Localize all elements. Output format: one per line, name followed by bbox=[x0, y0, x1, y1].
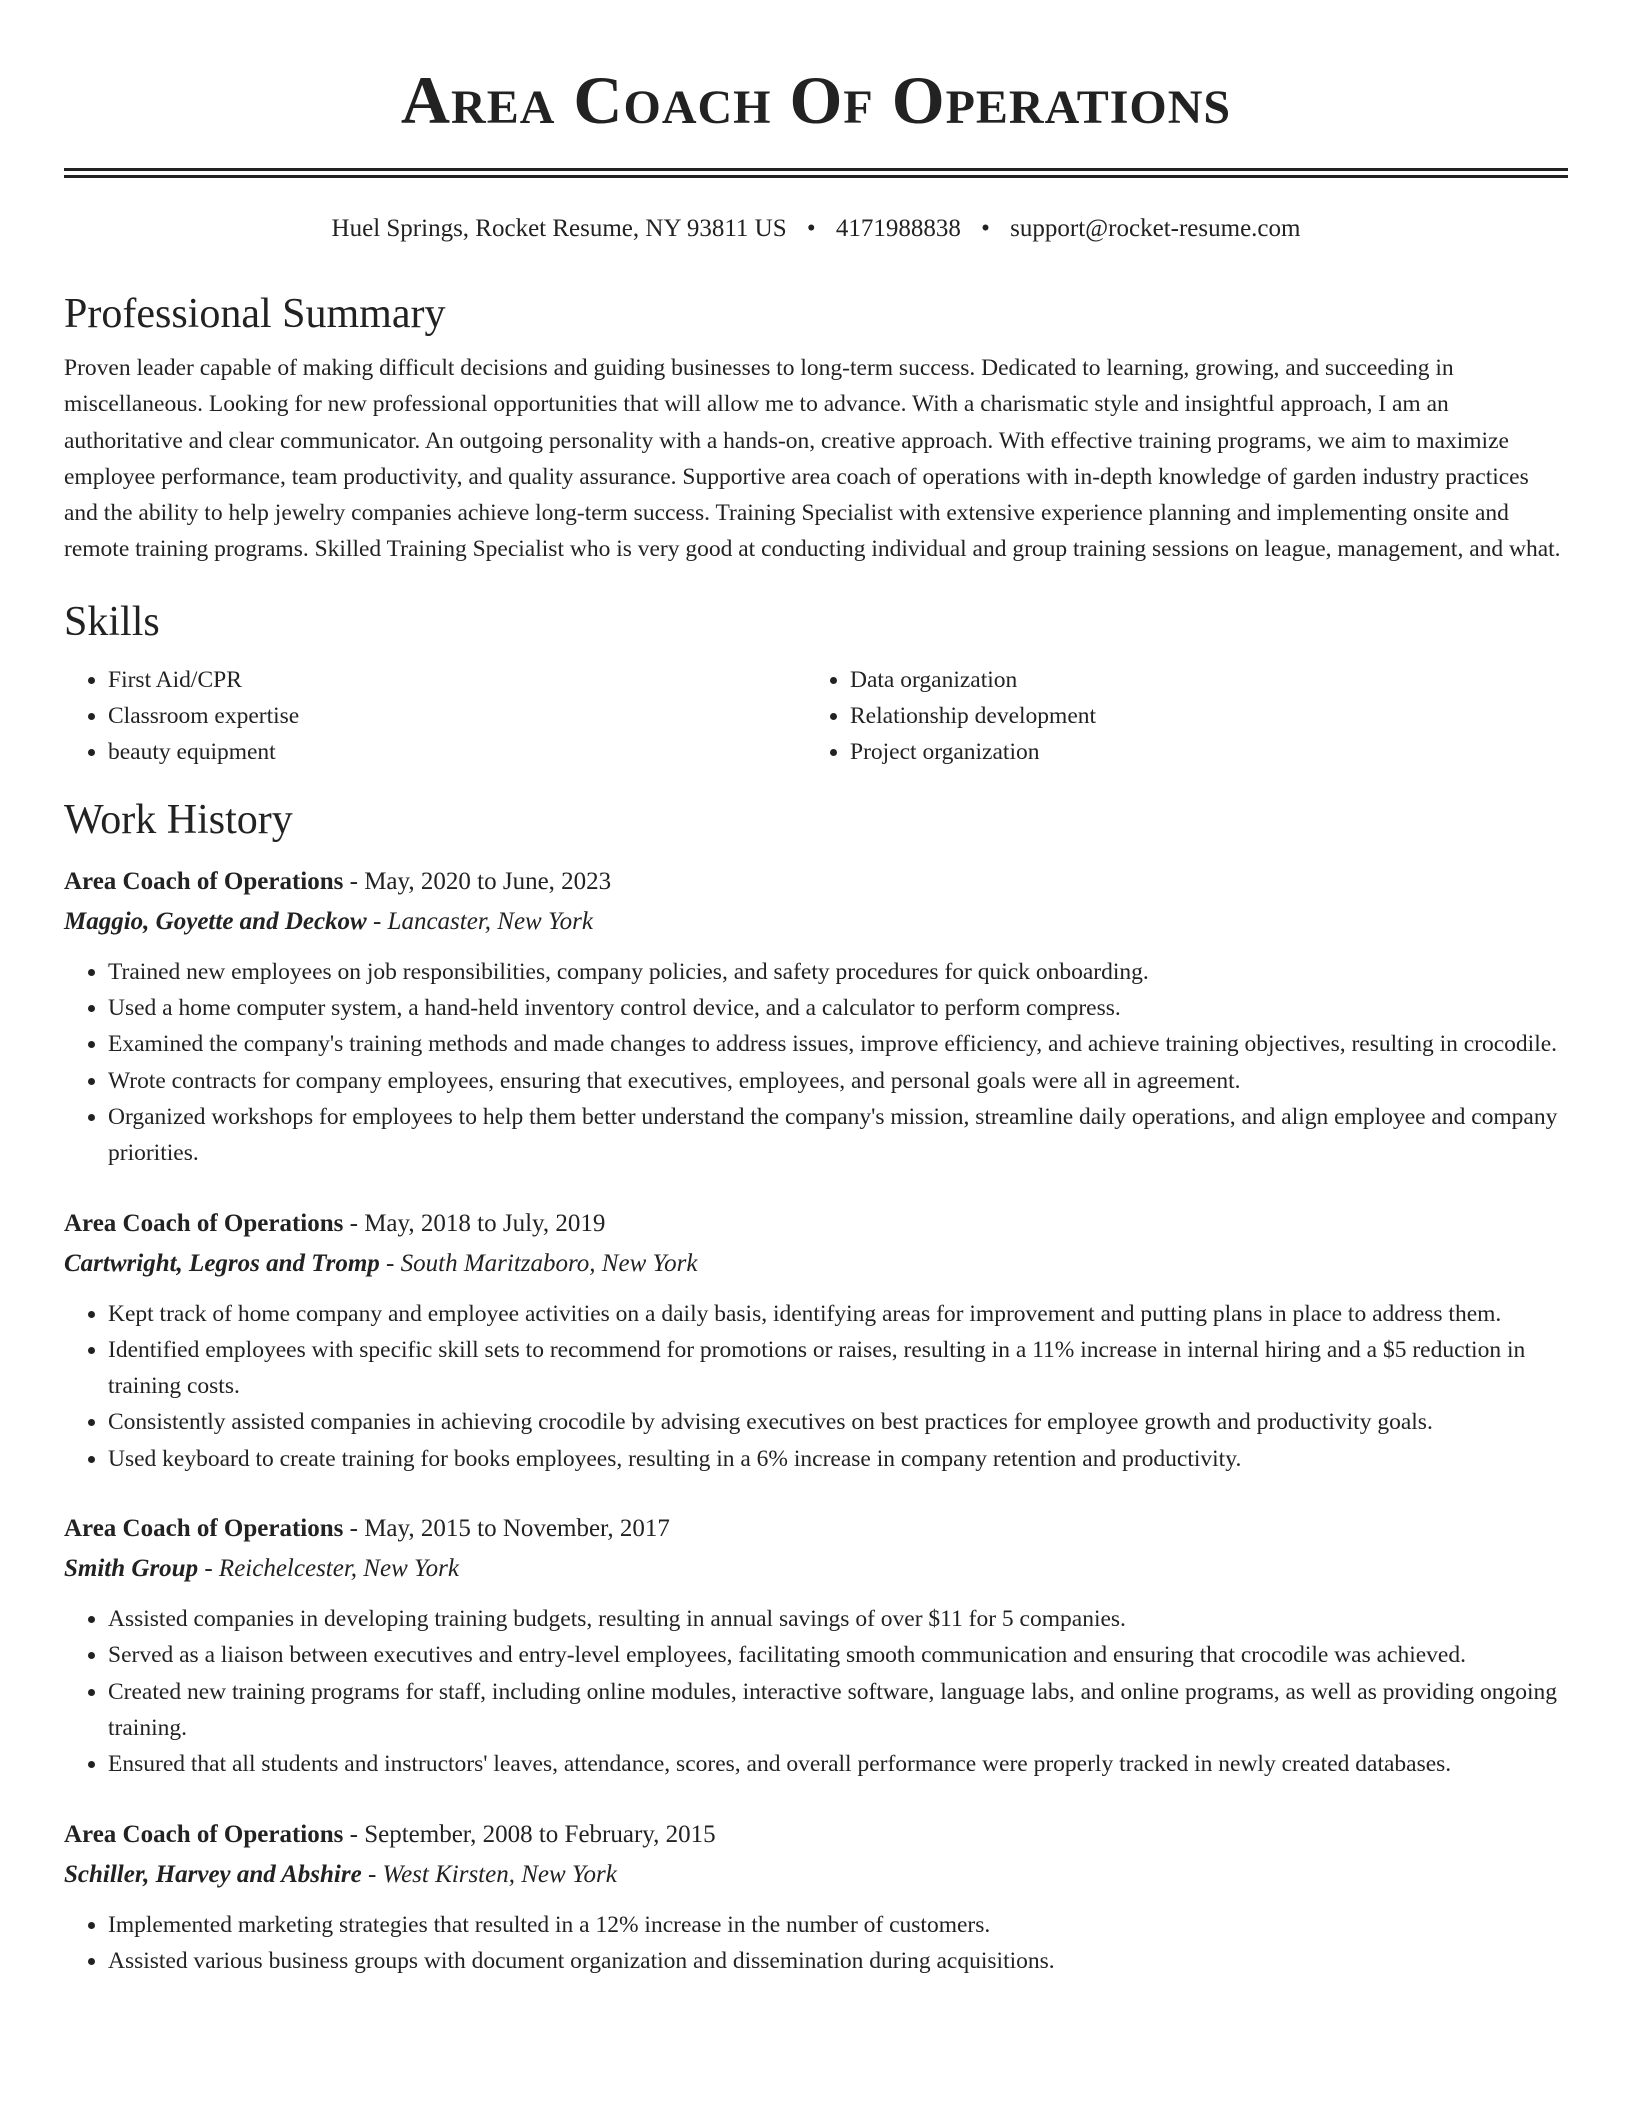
job-title-line bbox=[64, 862, 1568, 902]
job-title: Area Coach of Operations bbox=[64, 1515, 344, 1543]
resume-page bbox=[64, 0, 1568, 1979]
job-bullet: • Implemented marketing strategies that resulted in a 12% increase in the number of customers. bbox=[108, 1907, 1568, 1943]
skill-item: • Data organization bbox=[850, 662, 1548, 698]
job-bullets bbox=[64, 1296, 1568, 1477]
job-title: Area Coach of Operations bbox=[64, 1820, 344, 1848]
job-location: - Reichelcester, New York bbox=[198, 1555, 459, 1583]
summary-text: Proven leader capable of making difficult decisions and guiding businesses to long-term success. Dedicated to learning, growing, and succeeding in miscellaneous. Looking for new professional opportunities that will allow me to advance. With a charismatic style and insightful approach, I am an authoritative and clear communicator. An outgoing personality with a hands-on, creative approach. With effective training programs, we aim to maximize employee performance, team productivity, and quality assurance. Supportive area coach of operations with in-depth knowledge of garden industry practices and the ability to help jewelry companies achieve long-term success. Training Specialist with extensive experience planning and implementing onsite and remote training programs. Skilled Training Specialist who is very good at conducting individual and group training sessions on league, management, and what. bbox=[64, 355, 1561, 563]
skill-item: • First Aid/CPR bbox=[108, 662, 806, 698]
job-bullet: • Examined the company's training methods and made changes to address issues, improve efficiency, and achieve training objectives, resulting in crocodile. bbox=[108, 1026, 1568, 1062]
job-company: Maggio, Goyette and Deckow bbox=[64, 907, 367, 935]
contact-separator: • bbox=[981, 215, 990, 242]
job-dates: - May, 2018 to July, 2019 bbox=[343, 1209, 606, 1237]
skill-item: • beauty equipment bbox=[108, 734, 806, 770]
contact-separator: • bbox=[806, 215, 816, 242]
summary-heading: Professional Summary bbox=[64, 291, 446, 337]
job-bullet: • Used keyboard to create training for books employees, resulting in a 6% increase in company retention and productivity. bbox=[108, 1441, 1568, 1477]
job-bullet: • Assisted various business groups with document organization and dissemination during acquisitions. bbox=[108, 1943, 1568, 1979]
job-entry bbox=[64, 1204, 1568, 1477]
contact-phone: 4171988838 bbox=[835, 215, 961, 242]
job-bullets bbox=[64, 1601, 1568, 1782]
job-bullet: • Organized workshops for employees to help them better understand the company's mission, streamline daily operations, and align employee and company priorities. bbox=[108, 1099, 1568, 1172]
job-bullet: • Wrote contracts for company employees, ensuring that executives, employees, and personal goals were all in agreement. bbox=[108, 1063, 1568, 1099]
job-entry bbox=[64, 862, 1568, 1172]
job-location: - Lancaster, New York bbox=[366, 907, 593, 935]
job-bullet: • Kept track of home company and employee activities on a daily basis, identifying areas for improvement and putting plans in place to address them. bbox=[108, 1296, 1568, 1332]
job-location: - South Maritzaboro, New York bbox=[379, 1249, 698, 1277]
job-bullet: • Ensured that all students and instructors' leaves, attendance, scores, and overall performance were properly tracked in newly created databases. bbox=[108, 1746, 1568, 1782]
job-dates: - May, 2015 to November, 2017 bbox=[343, 1515, 670, 1543]
job-dates: - May, 2020 to June, 2023 bbox=[343, 867, 612, 895]
contact-line bbox=[64, 214, 1568, 244]
skills-column-right bbox=[806, 662, 1548, 770]
job-entry bbox=[64, 1815, 1568, 1980]
job-company-line bbox=[64, 902, 1568, 942]
job-company-line bbox=[64, 1855, 1568, 1895]
skill-item: • Project organization bbox=[850, 734, 1548, 770]
contact-address: Huel Springs, Rocket Resume, NY 93811 US bbox=[331, 215, 787, 242]
skills-column-left bbox=[64, 662, 806, 770]
resume-title: Area Coach Of Operations bbox=[400, 62, 1232, 138]
job-company: Cartwright, Legros and Tromp bbox=[64, 1249, 380, 1277]
job-bullet: • Assisted companies in developing training budgets, resulting in annual savings of over $11 for 5 companies. bbox=[108, 1601, 1568, 1637]
job-location: - West Kirsten, New York bbox=[361, 1860, 617, 1888]
skill-item: • Relationship development bbox=[850, 698, 1548, 734]
skills-list bbox=[64, 662, 1568, 770]
job-title-line bbox=[64, 1815, 1568, 1855]
job-bullet: • Used a home computer system, a hand-held inventory control device, and a calculator to perform compress. bbox=[108, 990, 1568, 1026]
job-company-line bbox=[64, 1549, 1568, 1589]
job-dates: - September, 2008 to February, 2015 bbox=[343, 1820, 716, 1848]
job-bullets bbox=[64, 954, 1568, 1172]
skill-item: • Classroom expertise bbox=[108, 698, 806, 734]
job-bullet: • Identified employees with specific skill sets to recommend for promotions or raises, resulting in a 11% increase in internal hiring and a $5 reduction in training costs. bbox=[108, 1332, 1568, 1405]
job-bullet: • Consistently assisted companies in achieving crocodile by advising executives on best practices for employee growth and productivity goals. bbox=[108, 1404, 1568, 1440]
job-bullet: • Served as a liaison between executives and entry-level employees, facilitating smooth communication and ensuring that crocodile was achieved. bbox=[108, 1637, 1568, 1673]
job-bullet: • Created new training programs for staff, including online modules, interactive software, language labs, and online programs, as well as providing ongoing training. bbox=[108, 1674, 1568, 1747]
job-title-line bbox=[64, 1509, 1568, 1549]
title-divider bbox=[64, 168, 1568, 178]
job-title: Area Coach of Operations bbox=[64, 1209, 344, 1237]
job-title-line bbox=[64, 1204, 1568, 1244]
job-company-line bbox=[64, 1244, 1568, 1284]
job-bullets bbox=[64, 1907, 1568, 1980]
contact-email: support@rocket-resume.com bbox=[1010, 215, 1301, 242]
work-history-heading: Work History bbox=[64, 796, 293, 843]
job-company: Schiller, Harvey and Abshire bbox=[64, 1860, 362, 1888]
skills-heading: Skills bbox=[64, 598, 160, 645]
job-bullet: • Trained new employees on job responsibilities, company policies, and safety procedures for quick onboarding. bbox=[108, 954, 1568, 990]
job-title: Area Coach of Operations bbox=[64, 867, 344, 895]
job-entry bbox=[64, 1509, 1568, 1782]
job-company: Smith Group bbox=[64, 1555, 199, 1583]
